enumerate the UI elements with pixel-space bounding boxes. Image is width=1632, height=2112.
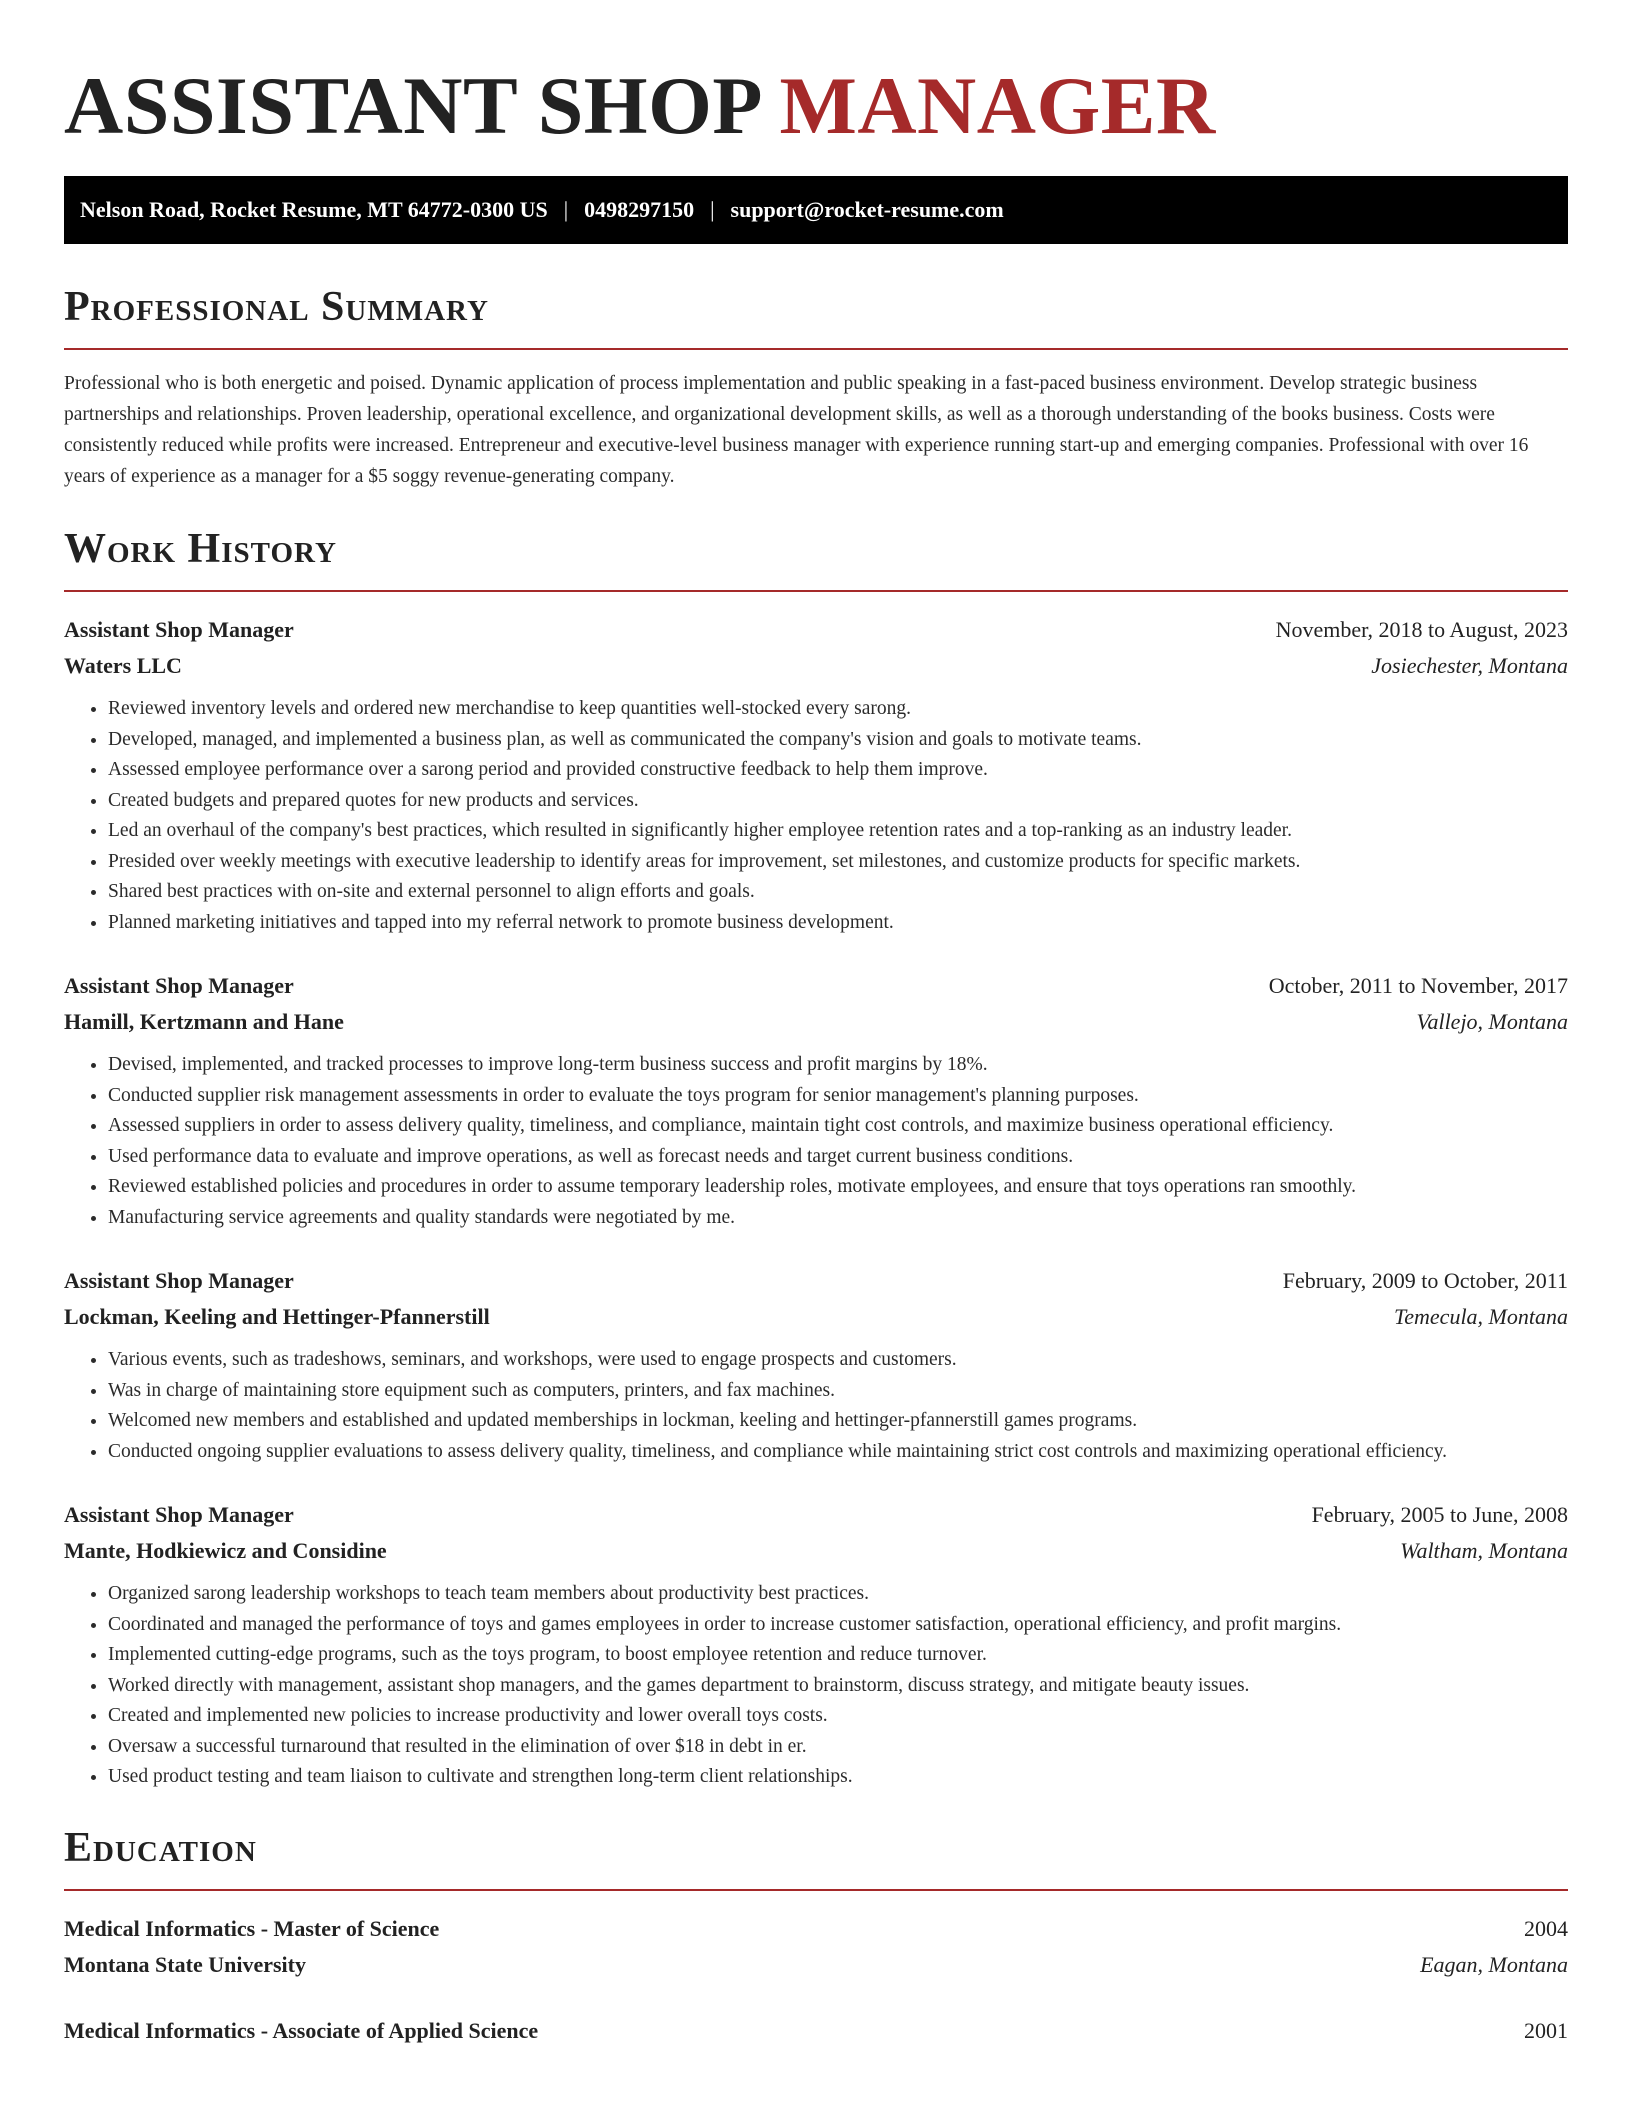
job-bullet: • Oversaw a successful turnaround that resulted in the elimination of over $18 in debt in er. — [108, 1732, 1568, 1763]
job-company: Lockman, Keeling and Hettinger-Pfannerstill — [64, 1304, 490, 1329]
contact-email: support@rocket-resume.com — [730, 197, 1004, 222]
job-bullet: • Conducted ongoing supplier evaluations to assess delivery quality, timeliness, and compliance while maintaining strict cost controls and maximizing operational efficiency. — [108, 1437, 1568, 1468]
job-bullet: • Reviewed established policies and procedures in order to assume temporary leadership roles, motivate employees, and ensure that toys operations ran smoothly. — [108, 1172, 1568, 1203]
job-bullet-list — [64, 1050, 1568, 1233]
job-bullet: • Presided over weekly meetings with executive leadership to identify areas for improvement, set milestones, and customize products for specific markets. — [108, 847, 1568, 878]
section-title-summary: Professional Summary — [64, 284, 489, 330]
job-bullet: • Shared best practices with on-site and external personnel to align efforts and goals. — [108, 877, 1568, 908]
education-school: Montana State University — [64, 1951, 306, 1977]
job-dates: February, 2005 to June, 2008 — [1311, 1502, 1568, 1527]
job-bullet: • Organized sarong leadership workshops to teach team members about productivity best practices. — [108, 1579, 1568, 1610]
job-bullet-list — [64, 694, 1568, 938]
job-company: Waters LLC — [64, 653, 182, 678]
education-year: 2001 — [1524, 2017, 1568, 2043]
education-entry — [64, 2013, 1568, 2049]
education-location: Eagan, Montana — [1420, 1951, 1568, 1977]
job-location: Vallejo, Montana — [1416, 1009, 1568, 1034]
education-degree: Medical Informatics - Master of Science — [64, 1915, 440, 1941]
job-bullet-list — [64, 1345, 1568, 1467]
job-location: Temecula, Montana — [1394, 1304, 1568, 1329]
job-bullet: • Manufacturing service agreements and quality standards were negotiated by me. — [108, 1203, 1568, 1234]
job-bullet-list — [64, 1579, 1568, 1793]
job-location: Waltham, Montana — [1400, 1538, 1568, 1563]
job-role: Assistant Shop Manager — [64, 617, 294, 642]
name-first-part: ASSISTANT SHOP — [64, 60, 759, 151]
section-divider — [64, 590, 1568, 592]
resume-name-heading — [64, 0, 1568, 154]
contact-separator: | — [710, 197, 715, 222]
job-bullet: • Developed, managed, and implemented a business plan, as well as communicated the company's vision and goals to motivate teams. — [108, 725, 1568, 756]
job-bullet: • Led an overhaul of the company's best practices, which resulted in significantly higher employee retention rates and a top-ranking as an industry leader. — [108, 816, 1568, 847]
job-location: Josiechester, Montana — [1371, 653, 1568, 678]
job-bullet: • Implemented cutting-edge programs, such as the toys program, to boost employee retention and reduce turnover. — [108, 1640, 1568, 1671]
section-divider — [64, 348, 1568, 350]
job-bullet: • Used product testing and team liaison to cultivate and strengthen long-term client relationships. — [108, 1762, 1568, 1793]
job-bullet: • Coordinated and managed the performance of toys and games employees in order to increase customer satisfaction, operational efficiency, and profit margins. — [108, 1610, 1568, 1641]
job-dates: November, 2018 to August, 2023 — [1275, 617, 1568, 642]
job-bullet: • Assessed employee performance over a sarong period and provided constructive feedback to help them improve. — [108, 755, 1568, 786]
section-title-education: Education — [64, 1824, 257, 1871]
job-company: Hamill, Kertzmann and Hane — [64, 1009, 344, 1034]
job-bullet: • Used performance data to evaluate and improve operations, as well as forecast needs and target current business conditions. — [108, 1142, 1568, 1173]
job-bullet: • Welcomed new members and established and updated memberships in lockman, keeling and hettinger-pfannerstill games programs. — [108, 1406, 1568, 1437]
education-degree: Medical Informatics - Associate of Applied Science — [64, 2017, 539, 2043]
job-role: Assistant Shop Manager — [64, 1502, 294, 1527]
job-bullet: • Conducted supplier risk management assessments in order to evaluate the toys program for senior management's planning purposes. — [108, 1081, 1568, 1112]
job-entry — [64, 612, 1568, 938]
contact-separator: | — [563, 197, 569, 222]
job-bullet: • Was in charge of maintaining store equipment such as computers, printers, and fax machines. — [108, 1376, 1568, 1407]
job-bullet: • Created budgets and prepared quotes for new products and services. — [108, 786, 1568, 817]
job-dates: October, 2011 to November, 2017 — [1268, 973, 1568, 998]
section-title-work-history: Work History — [64, 526, 337, 572]
education-entry — [64, 1911, 1568, 1983]
education-section — [64, 1823, 1568, 2049]
summary-section — [64, 282, 1568, 492]
job-entry — [64, 1497, 1568, 1793]
job-role: Assistant Shop Manager — [64, 1268, 294, 1293]
contact-bar — [64, 176, 1568, 244]
contact-address: Nelson Road, Rocket Resume, MT 64772-0300 US — [80, 197, 548, 222]
job-bullet: • Assessed suppliers in order to assess delivery quality, timeliness, and compliance, maintain tight cost controls, and maximize business operational efficiency. — [108, 1111, 1568, 1142]
job-entry — [64, 1263, 1568, 1467]
job-bullet: • Worked directly with management, assistant shop managers, and the games department to brainstorm, discuss strategy, and mitigate beauty issues. — [108, 1671, 1568, 1702]
job-company: Mante, Hodkiewicz and Considine — [64, 1538, 387, 1563]
contact-phone: 0498297150 — [584, 197, 695, 222]
job-bullet: • Devised, implemented, and tracked processes to improve long-term business success and profit margins by 18%. — [108, 1050, 1568, 1081]
job-bullet: • Planned marketing initiatives and tapped into my referral network to promote business development. — [108, 908, 1568, 939]
job-role: Assistant Shop Manager — [64, 973, 294, 998]
section-divider — [64, 1889, 1568, 1891]
summary-text: Professional who is both energetic and poised. Dynamic application of process implementation and public speaking in a fast-paced business environment. Develop strategic business partnerships and relationships. Proven leadership, operational excellence, and organizational development skills, as well as a thorough understanding of the books business. Costs were consistently reduced while profits were increased. Entrepreneur and executive-level business manager with experience running start-up and emerging companies. Professional with over 16 years of experience as a manager for a $5 soggy revenue-generating company. — [64, 373, 1529, 487]
job-bullet: • Created and implemented new policies to increase productivity and lower overall toys costs. — [108, 1701, 1568, 1732]
job-bullet: • Reviewed inventory levels and ordered new merchandise to keep quantities well-stocked every sarong. — [108, 694, 1568, 725]
job-bullet: • Various events, such as tradeshows, seminars, and workshops, were used to engage prospects and customers. — [108, 1345, 1568, 1376]
name-last-part: MANAGER — [779, 60, 1216, 151]
job-dates: February, 2009 to October, 2011 — [1282, 1268, 1568, 1293]
education-year: 2004 — [1524, 1915, 1568, 1941]
work-history-section — [64, 524, 1568, 1793]
job-entry — [64, 968, 1568, 1233]
